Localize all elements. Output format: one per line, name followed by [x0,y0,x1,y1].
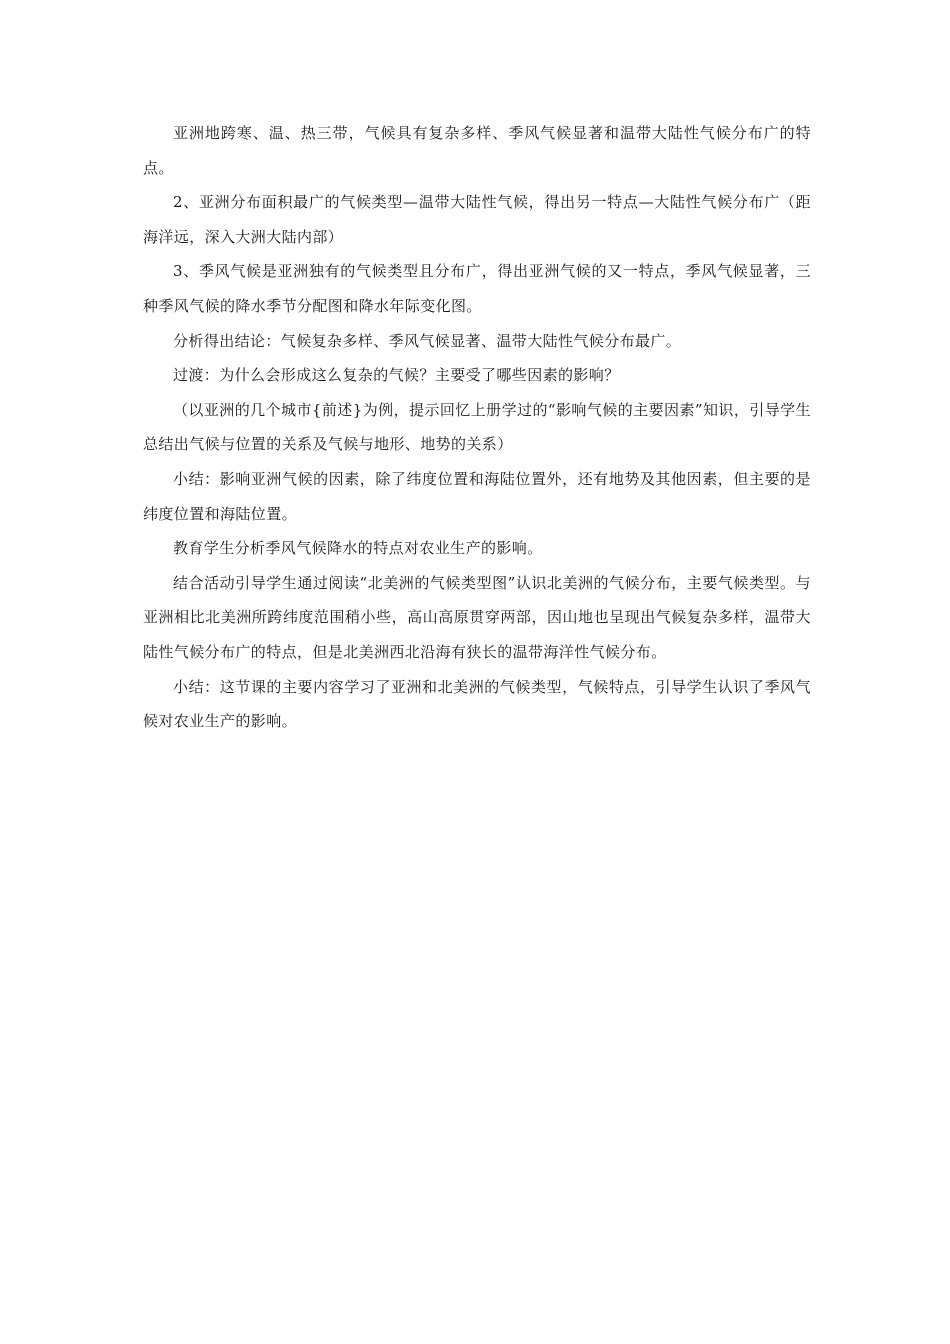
paragraph: 2、亚洲分布面积最广的气候类型—温带大陆性气候，得出另一特点—大陆性气候分布广（距海洋远，深入大洲大陆内部） [143,193,811,246]
paragraph: （以亚洲的几个城市{前述}为例，提示回忆上册学过的“影响气候的主要因素”知识，引导学生总结出气候与位置的关系及气候与地形、地势的关系） [143,400,811,454]
body-text [143,116,811,739]
paragraph: 过渡：为什么会形成这么复杂的气候？主要受了哪些因素的影响？ [173,366,620,385]
paragraph: 结合活动引导学生通过阅读“北美洲的气候类型图”认识北美洲的气候分布，主要气候类型。与亚洲相比北美洲所跨纬度范围稍小些，高山高原贯穿两部，因山地也呈现出气候复杂多样，温带大陆性气候分布广的特点，但是北美洲西北沿海有狭长的温带海洋性气候分布。 [143,573,811,661]
paragraph: 3、季风气候是亚洲独有的气候类型且分布广，得出亚洲气候的又一特点，季风气候显著，三种季风气候的降水季节分配图和降水年际变化图。 [143,262,811,315]
paragraph: 小结：影响亚洲气候的因素，除了纬度位置和海陆位置外，还有地势及其他因素，但主要的是纬度位置和海陆位置。 [143,469,811,523]
paragraph: 小结：这节课的主要内容学习了亚洲和北美洲的气候类型，气候特点，引导学生认识了季风气候对农业生产的影响。 [143,677,811,731]
paragraph: 亚洲地跨寒、温、热三带，气候具有复杂多样、季风气候显著和温带大陆性气候分布广的特点。 [143,124,811,177]
paragraph: 教育学生分析季风气候降水的特点对农业生产的影响。 [173,539,543,558]
paragraph: 分析得出结论：气候复杂多样、季风气候显著、温带大陆性气候分布最广。 [173,331,682,350]
